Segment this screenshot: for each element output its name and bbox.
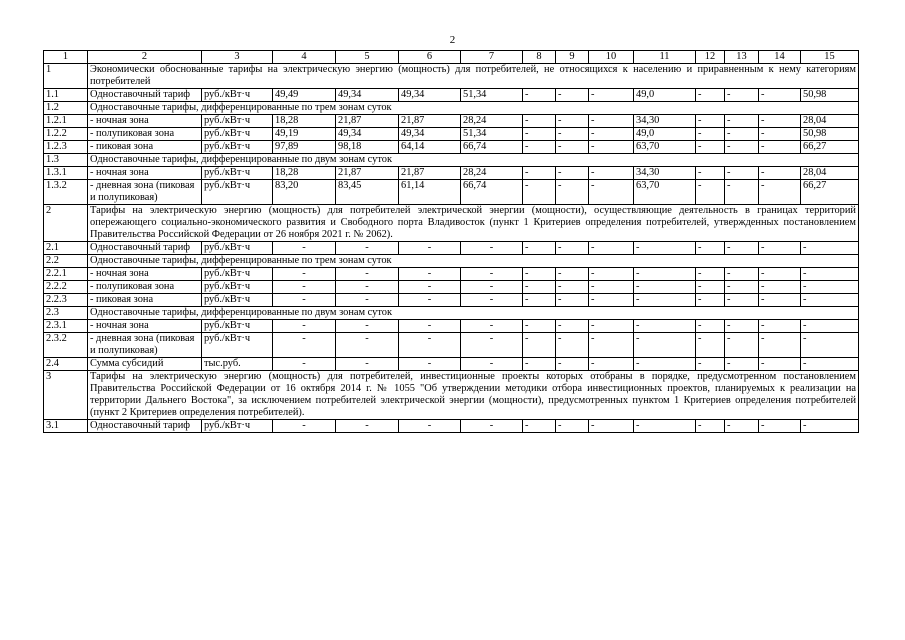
value-cell: - — [801, 420, 859, 433]
header-row — [44, 51, 859, 64]
value-cell: - — [801, 294, 859, 307]
value-cell: - — [634, 358, 696, 371]
value-cell: 66,27 — [801, 180, 859, 205]
value-cell: 18,28 — [273, 115, 336, 128]
tariff-name: - дневная зона (пиковая и полупиковая) — [88, 333, 202, 358]
value-cell: 83,20 — [273, 180, 336, 205]
tariff-name: - пиковая зона — [88, 294, 202, 307]
section-title: Экономически обоснованные тарифы на электрическую энергию (мощность) для потребителей, не относящихся к населению и приравненным к нему категориям потребителей — [88, 64, 859, 89]
value-cell: - — [589, 358, 634, 371]
unit: тыс.руб. — [202, 358, 273, 371]
value-cell: - — [589, 128, 634, 141]
value-cell: 51,34 — [461, 128, 523, 141]
value-cell: - — [523, 420, 556, 433]
value-cell: - — [556, 180, 589, 205]
value-cell: - — [556, 333, 589, 358]
value-cell: - — [589, 294, 634, 307]
value-cell: - — [801, 281, 859, 294]
value-cell: - — [725, 294, 759, 307]
row-number: 2.2.2 — [44, 281, 88, 294]
row-number: 2.2.3 — [44, 294, 88, 307]
value-cell: 21,87 — [336, 167, 399, 180]
value-cell: - — [759, 128, 801, 141]
value-cell: 66,27 — [801, 141, 859, 154]
value-cell: - — [634, 268, 696, 281]
table-row — [44, 115, 859, 128]
value-cell: 97,89 — [273, 141, 336, 154]
value-cell: - — [759, 89, 801, 102]
value-cell: 18,28 — [273, 167, 336, 180]
value-cell: - — [801, 358, 859, 371]
value-cell: - — [461, 242, 523, 255]
unit: руб./кВт·ч — [202, 242, 273, 255]
value-cell: - — [696, 333, 725, 358]
value-cell: - — [634, 320, 696, 333]
table-row — [44, 281, 859, 294]
section-row — [44, 255, 859, 268]
value-cell: - — [634, 333, 696, 358]
section-title: Одноставочные тарифы, дифференцированные по трем зонам суток — [88, 102, 859, 115]
table-row — [44, 89, 859, 102]
value-cell: - — [725, 89, 759, 102]
value-cell: - — [461, 333, 523, 358]
tariff-name: Одноставочный тариф — [88, 89, 202, 102]
value-cell: - — [273, 294, 336, 307]
tariff-name: - ночная зона — [88, 115, 202, 128]
value-cell: - — [696, 320, 725, 333]
row-number: 2.4 — [44, 358, 88, 371]
value-cell: - — [399, 333, 461, 358]
value-cell: - — [759, 242, 801, 255]
value-cell: - — [556, 294, 589, 307]
value-cell: - — [759, 167, 801, 180]
value-cell: - — [589, 281, 634, 294]
value-cell: - — [725, 358, 759, 371]
value-cell: - — [589, 89, 634, 102]
header-cell: 10 — [589, 51, 634, 64]
unit: руб./кВт·ч — [202, 141, 273, 154]
value-cell: 63,70 — [634, 180, 696, 205]
value-cell: 28,24 — [461, 115, 523, 128]
unit: руб./кВт·ч — [202, 115, 273, 128]
row-number: 1.2.3 — [44, 141, 88, 154]
value-cell: - — [589, 268, 634, 281]
value-cell: - — [696, 128, 725, 141]
value-cell: - — [725, 268, 759, 281]
value-cell: - — [523, 89, 556, 102]
table-row — [44, 167, 859, 180]
value-cell: - — [801, 333, 859, 358]
row-number: 1 — [44, 64, 88, 89]
unit: руб./кВт·ч — [202, 333, 273, 358]
value-cell: - — [336, 281, 399, 294]
header-cell: 9 — [556, 51, 589, 64]
header-cell: 13 — [725, 51, 759, 64]
section-row — [44, 371, 859, 420]
header-cell: 1 — [44, 51, 88, 64]
section-title: Одноставочные тарифы, дифференцированные по двум зонам суток — [88, 307, 859, 320]
value-cell: 50,98 — [801, 89, 859, 102]
value-cell: - — [759, 141, 801, 154]
value-cell: - — [556, 358, 589, 371]
value-cell: - — [556, 242, 589, 255]
tariff-name: - пиковая зона — [88, 141, 202, 154]
value-cell: - — [273, 320, 336, 333]
value-cell: - — [759, 358, 801, 371]
value-cell: 28,24 — [461, 167, 523, 180]
table-row — [44, 242, 859, 255]
row-number: 2.3.1 — [44, 320, 88, 333]
value-cell: - — [696, 167, 725, 180]
value-cell: - — [336, 320, 399, 333]
value-cell: - — [589, 180, 634, 205]
row-number: 1.2.2 — [44, 128, 88, 141]
value-cell: - — [523, 115, 556, 128]
value-cell: - — [336, 294, 399, 307]
table-row — [44, 128, 859, 141]
value-cell: 50,98 — [801, 128, 859, 141]
value-cell: - — [696, 281, 725, 294]
value-cell: - — [696, 358, 725, 371]
value-cell: - — [556, 320, 589, 333]
value-cell: 49,34 — [399, 89, 461, 102]
value-cell: - — [759, 294, 801, 307]
value-cell: - — [696, 115, 725, 128]
value-cell: - — [556, 167, 589, 180]
header-cell: 15 — [801, 51, 859, 64]
value-cell: - — [696, 420, 725, 433]
section-title: Тарифы на электрическую энергию (мощность) для потребителей, инвестиционные проекты которых отобраны в порядке, предусмотренном постановлением Правительства Российской Федерации от 16 октября 2014 г. № 1055 "Об утверждении методики отбора инвестиционных проектов, планируемых к реализации на территории Дальнего Востока", за исключением потребителей электрической энергии (мощности), предусмотренных пунктом 1 Критериев определения потребителей (пункт 2 Критериев определения потребителей). — [88, 371, 859, 420]
value-cell: - — [461, 358, 523, 371]
value-cell: - — [589, 167, 634, 180]
value-cell: - — [759, 420, 801, 433]
value-cell: - — [523, 281, 556, 294]
row-number: 2.2.1 — [44, 268, 88, 281]
row-number: 2.3.2 — [44, 333, 88, 358]
value-cell: - — [336, 242, 399, 255]
value-cell: - — [523, 180, 556, 205]
value-cell: - — [801, 320, 859, 333]
value-cell: - — [759, 281, 801, 294]
row-number: 1.2.1 — [44, 115, 88, 128]
row-number: 3 — [44, 371, 88, 420]
value-cell: 28,04 — [801, 115, 859, 128]
value-cell: - — [725, 141, 759, 154]
value-cell: - — [399, 420, 461, 433]
value-cell: - — [759, 333, 801, 358]
tariff-name: - ночная зона — [88, 320, 202, 333]
value-cell: - — [556, 420, 589, 433]
value-cell: - — [399, 294, 461, 307]
row-number: 2.2 — [44, 255, 88, 268]
value-cell: 51,34 — [461, 89, 523, 102]
value-cell: 49,34 — [399, 128, 461, 141]
row-number: 1.3.1 — [44, 167, 88, 180]
value-cell: - — [725, 281, 759, 294]
value-cell: 61,14 — [399, 180, 461, 205]
section-row — [44, 64, 859, 89]
value-cell: - — [589, 115, 634, 128]
header-cell: 5 — [336, 51, 399, 64]
value-cell: 98,18 — [336, 141, 399, 154]
header-cell: 2 — [88, 51, 202, 64]
header-cell: 14 — [759, 51, 801, 64]
value-cell: - — [725, 115, 759, 128]
tariff-name: Одноставочный тариф — [88, 420, 202, 433]
value-cell: 21,87 — [399, 167, 461, 180]
value-cell: 64,14 — [399, 141, 461, 154]
value-cell: 63,70 — [634, 141, 696, 154]
section-row — [44, 205, 859, 242]
value-cell: - — [589, 420, 634, 433]
value-cell: - — [589, 242, 634, 255]
value-cell: - — [696, 180, 725, 205]
tariff-name: - дневная зона (пиковая и полупиковая) — [88, 180, 202, 205]
page-number: 2 — [449, 34, 456, 46]
unit: руб./кВт·ч — [202, 128, 273, 141]
table-row — [44, 333, 859, 358]
value-cell: 49,34 — [336, 89, 399, 102]
value-cell: - — [759, 268, 801, 281]
value-cell: - — [589, 320, 634, 333]
value-cell: - — [725, 242, 759, 255]
value-cell: - — [273, 268, 336, 281]
value-cell: - — [634, 420, 696, 433]
value-cell: - — [725, 180, 759, 205]
row-number: 1.1 — [44, 89, 88, 102]
value-cell: - — [523, 333, 556, 358]
value-cell: 49,0 — [634, 89, 696, 102]
unit: руб./кВт·ч — [202, 89, 273, 102]
value-cell: 66,74 — [461, 180, 523, 205]
value-cell: - — [336, 333, 399, 358]
value-cell: 34,30 — [634, 167, 696, 180]
header-cell: 4 — [273, 51, 336, 64]
row-number: 2.3 — [44, 307, 88, 320]
value-cell: - — [273, 333, 336, 358]
value-cell: 21,87 — [336, 115, 399, 128]
table-row — [44, 180, 859, 205]
value-cell: - — [461, 294, 523, 307]
value-cell: 83,45 — [336, 180, 399, 205]
value-cell: - — [696, 294, 725, 307]
header-cell: 12 — [696, 51, 725, 64]
unit: руб./кВт·ч — [202, 180, 273, 205]
value-cell: - — [759, 320, 801, 333]
value-cell: - — [634, 294, 696, 307]
value-cell: - — [523, 141, 556, 154]
tariff-name: - ночная зона — [88, 167, 202, 180]
value-cell: - — [523, 128, 556, 141]
value-cell: - — [273, 420, 336, 433]
value-cell: 49,49 — [273, 89, 336, 102]
section-row — [44, 307, 859, 320]
unit: руб./кВт·ч — [202, 320, 273, 333]
unit: руб./кВт·ч — [202, 420, 273, 433]
table-row — [44, 420, 859, 433]
value-cell: 66,74 — [461, 141, 523, 154]
value-cell: - — [556, 128, 589, 141]
section-title: Тарифы на электрическую энергию (мощность) для потребителей электрической энергии (мощности), осуществляющие деятельность в границах территорий опережающего социально-экономического развития и Свободного порта Владивосток (пункт 1 Критериев определения потребителей, утвержденных постановлением Правительства Российской Федерации от 26 ноября 2021 г. № 2062). — [88, 205, 859, 242]
value-cell: - — [336, 420, 399, 433]
value-cell: - — [634, 281, 696, 294]
value-cell: - — [759, 115, 801, 128]
value-cell: - — [399, 281, 461, 294]
value-cell: - — [273, 358, 336, 371]
value-cell: 34,30 — [634, 115, 696, 128]
value-cell: - — [399, 358, 461, 371]
value-cell: - — [273, 242, 336, 255]
value-cell: 21,87 — [399, 115, 461, 128]
value-cell: - — [725, 333, 759, 358]
value-cell: - — [801, 242, 859, 255]
value-cell: - — [801, 268, 859, 281]
value-cell: - — [589, 333, 634, 358]
row-number: 1.3.2 — [44, 180, 88, 205]
table-row — [44, 294, 859, 307]
value-cell: - — [634, 242, 696, 255]
value-cell: - — [399, 268, 461, 281]
tariff-name: - полупиковая зона — [88, 128, 202, 141]
value-cell: - — [696, 89, 725, 102]
value-cell: 49,0 — [634, 128, 696, 141]
value-cell: 28,04 — [801, 167, 859, 180]
header-cell: 7 — [461, 51, 523, 64]
unit: руб./кВт·ч — [202, 167, 273, 180]
unit: руб./кВт·ч — [202, 294, 273, 307]
row-number: 1.2 — [44, 102, 88, 115]
header-cell: 3 — [202, 51, 273, 64]
table-row — [44, 320, 859, 333]
value-cell: - — [696, 268, 725, 281]
table-row — [44, 358, 859, 371]
section-title: Одноставочные тарифы, дифференцированные по двум зонам суток — [88, 154, 859, 167]
tariff-name: - полупиковая зона — [88, 281, 202, 294]
value-cell: - — [399, 320, 461, 333]
value-cell: - — [725, 128, 759, 141]
value-cell: - — [589, 141, 634, 154]
value-cell: - — [461, 420, 523, 433]
value-cell: - — [556, 141, 589, 154]
value-cell: - — [461, 268, 523, 281]
section-row — [44, 154, 859, 167]
tariff-name: Сумма субсидий — [88, 358, 202, 371]
value-cell: 49,34 — [336, 128, 399, 141]
header-cell: 8 — [523, 51, 556, 64]
unit: руб./кВт·ч — [202, 268, 273, 281]
tariff-name: Одноставочный тариф — [88, 242, 202, 255]
row-number: 2.1 — [44, 242, 88, 255]
value-cell: - — [523, 167, 556, 180]
value-cell: - — [523, 242, 556, 255]
value-cell: - — [556, 281, 589, 294]
value-cell: - — [523, 294, 556, 307]
value-cell: - — [523, 268, 556, 281]
section-row — [44, 102, 859, 115]
row-number: 2 — [44, 205, 88, 242]
value-cell: - — [725, 167, 759, 180]
value-cell: - — [523, 320, 556, 333]
value-cell: 49,19 — [273, 128, 336, 141]
value-cell: - — [556, 268, 589, 281]
value-cell: - — [273, 281, 336, 294]
value-cell: - — [556, 115, 589, 128]
row-number: 3.1 — [44, 420, 88, 433]
section-title: Одноставочные тарифы, дифференцированные по трем зонам суток — [88, 255, 859, 268]
value-cell: - — [461, 281, 523, 294]
row-number: 1.3 — [44, 154, 88, 167]
value-cell: - — [461, 320, 523, 333]
tariff-name: - ночная зона — [88, 268, 202, 281]
value-cell: - — [725, 320, 759, 333]
table-row — [44, 141, 859, 154]
value-cell: - — [523, 358, 556, 371]
table-row — [44, 268, 859, 281]
value-cell: - — [336, 358, 399, 371]
value-cell: - — [696, 242, 725, 255]
value-cell: - — [399, 242, 461, 255]
unit: руб./кВт·ч — [202, 281, 273, 294]
value-cell: - — [556, 89, 589, 102]
tariff-table — [43, 50, 859, 433]
value-cell: - — [336, 268, 399, 281]
header-cell: 6 — [399, 51, 461, 64]
header-cell: 11 — [634, 51, 696, 64]
value-cell: - — [696, 141, 725, 154]
value-cell: - — [759, 180, 801, 205]
value-cell: - — [725, 420, 759, 433]
